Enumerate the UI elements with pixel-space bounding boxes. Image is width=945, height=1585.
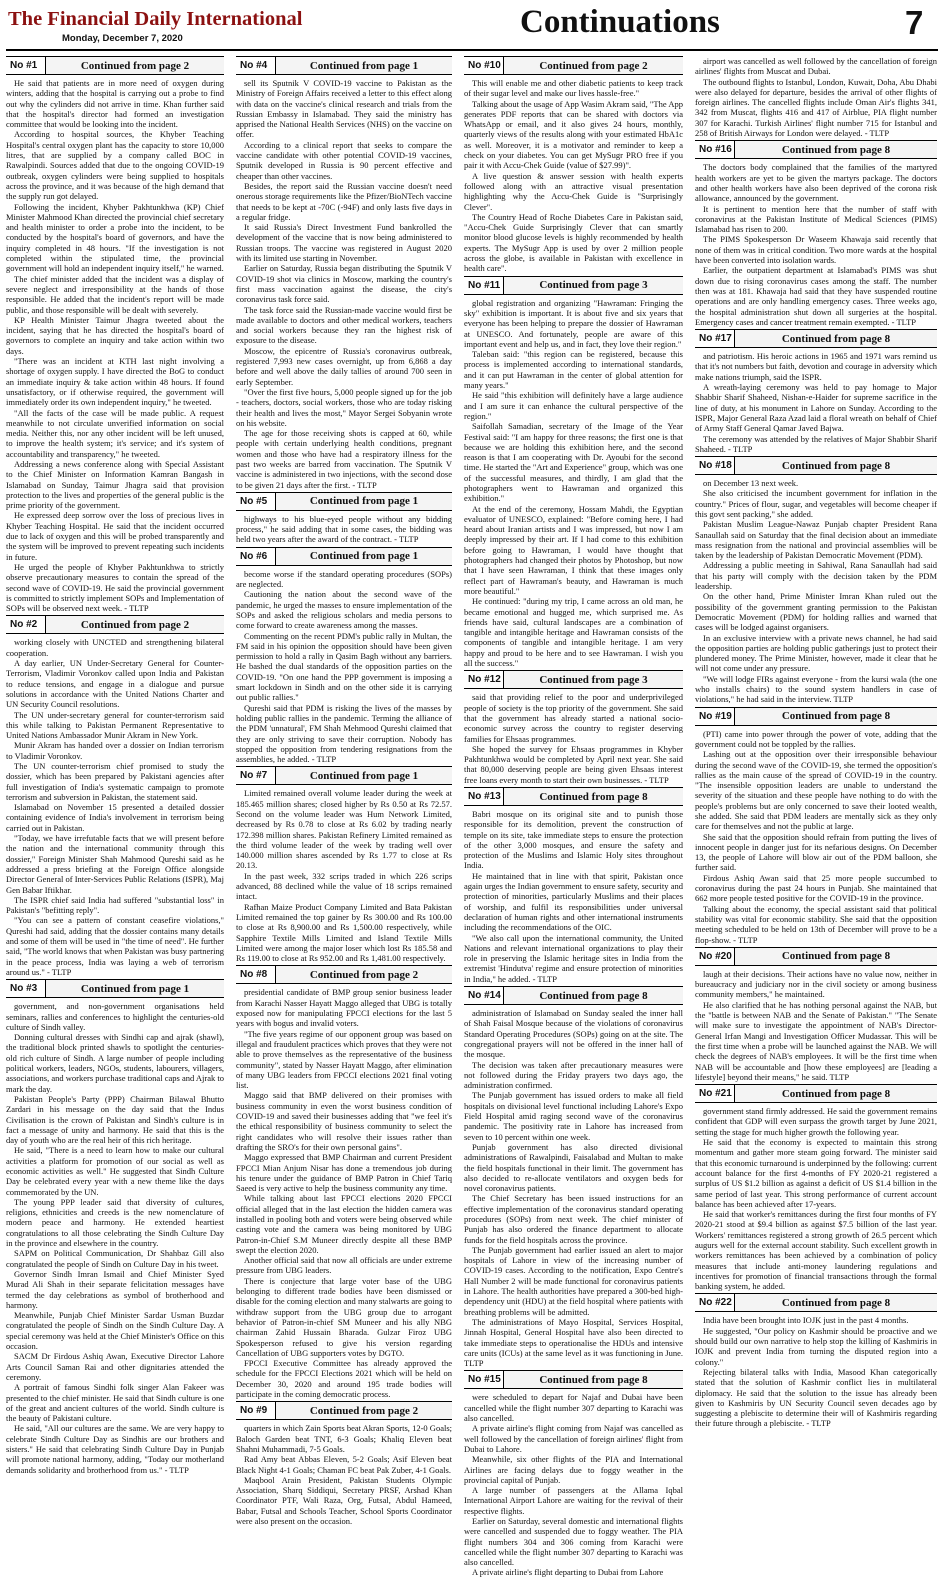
story-header (236, 547, 452, 566)
newspaper-name: The Financial Daily International (8, 8, 303, 30)
story-header (236, 965, 452, 984)
paragraph: The ISPR chief said India had suffered "substantial loss" in Pakistan's "befitting reply". (6, 894, 224, 916)
paragraph: The decision was taken after precautionary measures were not followed during the Friday prayers two days ago, the administration confirmed. (464, 1059, 683, 1091)
continued-from-label: Continued from page 8 (539, 989, 648, 1002)
paragraph: A day earlier, UN Under-Secretary General for Counter-Terrorism, Vladimir Voronkov called upon India and Pakistan to reduce tensions, and engage in a dialogue and pursue solutions in accordance with the United Nations Charter and UN Security Council resolutions. (6, 658, 224, 710)
story-header (695, 140, 937, 159)
paragraph: According to a clinical report that seeks to compare the vaccine candidate with other potential COVID-19 vaccines, Sputnik developed in Russia is 90 percent effective and cheaper than other vaccines. (236, 139, 452, 181)
story (236, 766, 452, 963)
story-header (695, 707, 937, 726)
paragraph: A live question & answer session with health experts followed along with an attractive visual presentation highlighting why the Accu-Chek Guide is "Surprisingly Clever". (464, 170, 683, 212)
story-body (464, 1392, 683, 1577)
paragraph: According to hospital sources, the Khyber Teaching Hospital's central oxygen plant has the capacity to store 10,000 litres, that are supplied by a company called BOC in Rawalpindi. Sources added that due to the ongoing COVID-19 outbreak, oxygen cylinders were being supplied to hospitals across the province, and it was because of the high demand that the supply run got delayed. (6, 129, 224, 202)
story (464, 986, 683, 1368)
story-header (695, 329, 937, 348)
story-header (695, 456, 937, 475)
paragraph: He said "this exhibition will definitely have a large audience and I am sure it can enhance the cultural perspective of the region." (464, 390, 683, 421)
paragraph: He urged the people of Khyber Pakhtunkhwa to strictly observe precautionary measures to contain the spread of the second wave of COVID-19. He said the provincial government is committed to strictly implement SOPs and Implementation of SOPs will be observed next week. - TLTP (6, 561, 224, 614)
paragraph: He said that worker's remittances during the first four months of FY 2020-21 stood at $9.4 billion as against $7.5 billion of the last year. Workers' remittances registered a strong growth of 26.5 percent which augurs well for the external account stability. Such excellent growth in workers remittances has been achieved by a combination of policy measures that include anti-money laundering regulations and incentives for promotion of financial transactions through the formal banking system, he added. (695, 1209, 937, 1292)
paragraph: The chief minister added that the incident was a display of severe neglect and irresponsibility at the hands of those responsible. He added that the incident's report will be made public, and those responsible will be dealt with severely. (6, 273, 224, 315)
paragraph: The Punjab government has issued orders to make all field hospitals on divisional level functional including Lahore's Expo Field Hospital amid raging second wave of the coronavirus pandemic. The positivity rate in Lahore has increased from seven to 10 percent within one week. (464, 1090, 683, 1142)
paragraph: "There was an incident at KTH last night involving a shortage of oxygen supply. I have directed the BoG to conduct an immediate inquiry & take action within 48 hours. If found unsatisfactory, or if otherwise required, the government will immediately order its own independent inquiry," he tweeted. (6, 356, 224, 408)
story-number: No #12 (464, 671, 504, 688)
paragraph: Addressing a public meeting in Sahiwal, Rana Sanaullah had said that his party will comply with the decision taken by the PDM leadership. (695, 560, 937, 592)
story-number: No #14 (464, 987, 504, 1004)
paragraph: said that providing relief to the poor and underprivileged people of society is the top priority of the government. She said that the government has already started a national socio-economic survey across the country to register deserving families for Ehsaas programmes. (464, 692, 683, 744)
paragraph: The doctors body complained that the families of the martyred health workers are yet to be given the martyrs package. The doctors and other health workers have also been deprived of the corona risk allowance, announced by the government. (695, 162, 937, 204)
story-body (695, 1106, 937, 1291)
story-body (695, 969, 937, 1082)
story-body (464, 298, 683, 669)
paragraph: Firdous Ashiq Awan said that 25 more people succumbed to coronavirus during the past 24 hours in Punjab. She maintained that 662 more people tested positive for the COVID-19 in the province. (695, 872, 937, 904)
story (464, 787, 683, 984)
story (6, 979, 224, 1475)
paragraph: In an exclusive interview with a private news channel, he had said the opposition parties are holding public gatherings just to protect their plundered money. The Prime Minister, however, made it clear that he will not come under any pressure. (695, 632, 937, 674)
story-number: No #15 (464, 1371, 504, 1388)
story-number: No #8 (236, 966, 276, 983)
story-body (464, 692, 683, 785)
paragraph: Rejecting bilateral talks with India, Masood Khan categorically stated that the solution of Kashmir conflict lies in multilateral diplomacy. He said that the solution to the issue has already been given to Kashmiris by UN Security Council seven decades ago by suggesting a plebiscite to determine their will of Kashmiris regarding their future through a plebiscite. - TLTP (695, 1366, 937, 1429)
continued-from-label: Continued from page 2 (80, 59, 190, 72)
paragraph: The task force said the Russian-made vaccine would first be made available to doctors and other medical workers, teachers and social workers because they ran the highest risk of exposure to the disease. (236, 304, 452, 346)
paragraph: Earlier on Saturday, Russia began distributing the Sputnik V COVID-19 shot via clinics in Moscow, marking the country's first mass vaccination against the disease, the city's coronavirus task force said. (236, 263, 452, 305)
paragraph: At the end of the ceremony, Hossam Mahdi, the Egyptian evaluator of UNESCO, explained: "Before coming here, I had heard about Iranian artists and I was impressed, but now I am deeply impressed by their art. If I had come to this exhibition before going to Hawraman, I would have thought that photographers had changed their photos by Photoshop, but now that I have seen Hawraman, I think that these images only reflect part of Hawraman's beauty, and Hawraman is much more beautiful." (464, 503, 683, 596)
paragraph: Addressing a news conference along with Special Assistant to the Chief Minister on Information Kamran Bangash in Islamabad on Sunday, Taimur Jhagra said that provision protection to the lives and properties of the general public is the prime priority of the government. (6, 458, 224, 511)
section-title: Continuations (520, 4, 720, 40)
story-body (695, 478, 937, 705)
paragraph: Babri mosque on its original site and to punish those responsible for its demolition, prevent the construction of temple on its site, take immediate steps to ensure the protection of the other 3,000 mosques, and ensure the safety and protection of the Muslims and Islamic Holy sites throughout India. (464, 809, 683, 871)
continued-from-label: Continued from page 8 (781, 1087, 891, 1100)
story-header (6, 979, 224, 998)
paragraph: India have been brought into IOJK just in the past 4 months. (703, 1315, 909, 1326)
paragraph: Punjab government has also directed divisional administrations of Rawalpindi, Faisalabad and Multan to make the field hospitals functional in their limit. The government has also decided to re-allocate ventilators and oxygen beds for novel coronavirus patients. (464, 1141, 683, 1194)
paragraph: Following the incident, Khyber Pakhtunkhwa (KP) Chief Minister Mahmood Khan directed the provincial chief secretary and health minister to order a probe into the incident, to be conducted by the hospital's board of governors, and have the inquiry completed in 48 hours. "If the investigation is not completed within the stipulated time, the provincial government will hold an independent inquiry itself," he warned. (6, 201, 224, 274)
paragraph: The Chief Secretary has been issued instructions for an effective implementation of the coronavirus standard operating procedures (SOPs) from next week. The chief minister of Punjab has also ordered the finance department to allocate funds for the field hospitals across the province. (464, 1193, 683, 1245)
paragraph: Meanwhile, Punjab Chief Minister Sardar Usman Buzdar congratulated the people of Sindh on the Sindh Culture Day. A special ceremony was held at the Chief Minister's Office on this occasion. (6, 1310, 224, 1352)
story-header (464, 986, 683, 1005)
story-body (236, 78, 452, 490)
paragraph: He expressed deep sorrow over the loss of precious lives in Khyber Teaching Hospital. He said that the incident occurred due to lack of oxygen and this will be probed transparently and the system will be improved to prevent repeating such incidents in future. (6, 510, 224, 562)
column-3 (464, 56, 683, 1578)
story-number: No #22 (695, 1294, 735, 1311)
story (464, 670, 683, 785)
paragraph: "All the facts of the case will be made public. A request meanwhile to not circulate unverified information on social media. Neither this, nor any other incident will be left unused, to improve the health system; it's service; and it's system of accountability and transparency," he tweeted. (6, 407, 224, 459)
paragraph: Qureshi said that PDM is risking the lives of the masses by holding public rallies in the pandemic. Terming the alliance of the PDM 'unnatural', FM Shah Mehmood Qureshi claimed that they are only striving to save their corruption. Nobody has stopped the opposition from tendering resignations from the assemblies, he added. - TLTP (236, 702, 452, 765)
continued-from-label: Continued from page 3 (539, 279, 648, 292)
continued-from-label: Continued from page 8 (781, 710, 891, 723)
story (695, 140, 937, 327)
story-number: No #7 (236, 767, 276, 784)
story (464, 276, 683, 669)
continued-from-label: Continued from page 3 (539, 673, 648, 686)
paragraph: working closely with UNCTED and strengthening bilateral cooperation. (6, 637, 224, 658)
paragraph: "Today, we have irrefutable facts that we will present before the nation and the international community through this dossier," Foreign Minister Shah Mahmood Qureshi said as he addressed a press briefing at the Foreign Office alongside Director General of Inter-Services Public Relations (ISPR), Maj Gen Babar Iftikhar. (6, 833, 224, 895)
paragraph: The Punjab government had earlier issued an alert to major hospitals of Lahore in view of the increasing number of COVID-19 cases. According to the notification, Expo Centre's Hall Number 2 will be made functional for coronavirus patients in Lahore. The health authorities have prepared a 300-bed high-dependency unit (HDU) at the field hospital where patients with breathing problems will be admitted. (464, 1244, 683, 1317)
paragraph: Munir Akram has handed over a dossier on Indian terrorism to Vladimir Voronkov. (6, 740, 224, 761)
continued-from-label: Continued from page 8 (781, 950, 891, 963)
story-number: No #9 (236, 1402, 276, 1419)
continued-from-label: Continued from page 1 (309, 769, 419, 782)
story-header (695, 1293, 937, 1312)
paragraph: government stand firmly addressed. He said the government remains confident that GDP will even surpass the growth target by June 2021, setting the stage for much higher growth the following year. (695, 1106, 937, 1137)
paragraph: In the past week, 332 scrips traded in which 226 scrips advanced, 88 declined while the value of 18 scrips remained intact. (236, 870, 452, 902)
paragraph: airport was cancelled as well followed by the cancellation of foreign airlines' flights from Muscat and Dubai. (695, 56, 937, 77)
paragraph: The age for those receiving shots is capped at 60, while people with certain underlying health conditions, pregnant women and those who have had a respiratory illness for the past two weeks are barred from vaccination. The Sputnik V vaccine is administered in two injections, with the second dose to be given 21 days after the first. - TLTP (236, 428, 452, 490)
paragraph: Talking about the economy, the special assistant said that political stability was vital for economic stability. She said that the opposition meeting scheduled to be held on 13th of December will prove to be a flop-show. - TLTP (695, 903, 937, 945)
paragraph: The administrations of Mayo Hospital, Services Hospital, Jinnah Hospital, General Hospital have also been directed to take immediate steps to operationalise the HDUs and intensive care units (ICUs) at the same level as it was functioning in June. TLTP (464, 1316, 683, 1369)
paragraph: Meanwhile, six other flights of the PIA and International Airlines are facing delays due to foggy weather in the provincial capital of Punjab. (464, 1454, 683, 1485)
story-number: No #1 (6, 57, 46, 74)
continued-from-label: Continued from page 1 (309, 495, 419, 508)
paragraph: He suggested, "Our policy on Kashmir should be proactive and we should build our own narrative to help stop the killing of Kashmiris in IOJK and prevent India from turning the disputed region into a colony." (695, 1325, 937, 1367)
paragraph: Lashing out at the opposition over their irresponsible behaviour during the second wave of the COVID-19, she termed the opposition's rallies as the main cause of the spread of COVID-19 in the country. "The insensible opposition leaders are unable to understand the severity of the situation and these people have nothing to do with the people's problems but are only concerned to save their looted wealth, she added. She said that PDM leaders are mentally sick as they only care for themselves and not the public at large. (695, 749, 937, 832)
story-number: No #20 (695, 948, 735, 965)
story (236, 1401, 452, 1526)
paragraph: It is pertinent to mention here that the number of staff with coronavirus at the Pakistan Institute of Medical Sciences (PIMS) Islamabad has risen to 200. (695, 203, 937, 235)
paragraph: Rad Amy beat Abbas Eleven, 5-2 Goals; Asif Eleven beat Black Night 4-1 Goals; Chaman FC beat Pak Zuber, 4-1 Goals. (236, 1454, 452, 1475)
story-body (464, 809, 683, 984)
paragraph: administration of Islamabad on Sunday sealed the inner hall of Shah Faisal Mosque because of the violations of coronavirus Standard Operating Procedures (SOPs) going on at the site. The congregational prayers will not be offered in the inner hall of the mosque. (464, 1008, 683, 1060)
paragraph: Maggo said that BMP delivered on their promises with business community in even the worst business condition of COVID-19 and saved their businesses adding that "we feel it's the ethical responsibility of business community to select the right candidates who will resolve their issues rather than drafting the SRO's for their own personal gains". (236, 1090, 452, 1152)
story-number: No #17 (695, 330, 735, 347)
continued-from-label: Continued from page 8 (781, 459, 891, 472)
story (695, 947, 937, 1082)
paragraph: sell its Sputnik V COVID-19 vaccine to Pakistan as the Ministry of Foreign Affairs received a letter to this effect along with data on the vaccine's clinical research and trials from the Russian Embassy in Islamabad. They said the ministry has apprised the National Health Services (NHS) on the vaccine on offer. (236, 78, 452, 140)
paragraph: government, and non-government organisations held seminars, rallies and conferences to highlight the centuries-old culture of Sindh valley. (6, 1001, 224, 1032)
paragraph: He said that patients are in more need of oxygen during winters, adding that the hospital is carrying out a probe to find out why the cylinders did not arrive in time. Khan further said that the hospital's director had formed an investigation committee that would be looking into the incident. (6, 78, 224, 130)
story-number: No #11 (464, 277, 504, 294)
paragraph: It said Russia's Direct Investment Fund bankrolled the development of the vaccine that is now being administered to Russian troops. The vaccine was registered in August 2020 with its limited use starting in November. (236, 222, 452, 264)
story-header (464, 276, 683, 295)
paragraph: The UN counter-terrorism chief promised to study the dossier, which has been prepared by Pakistani agencies after full investigation of India's systematic campaign to promote terrorism and subversion in Pakistan, the statement said. (6, 761, 224, 802)
story (236, 56, 452, 490)
story-number: No #13 (464, 788, 504, 805)
paragraph: presidential candidate of BMP group senior business leader from Karachi Nasser Hayatt Maggo alleged that UBG is totally exposed now for manipulating FPCCI elections for the last 5 years with bogus and invalid voters. (236, 987, 452, 1029)
continued-from-label: Continued from page 2 (539, 59, 648, 72)
story-number: No #2 (6, 616, 46, 633)
story-header (464, 1370, 683, 1389)
column-2 (236, 56, 452, 1578)
paragraph: The PIMS Spokesperson Dr Waseem Khawaja said recently that none of them was in critical condition. Two more wards at the hospital have been converted into isolation wards. (695, 234, 937, 266)
story-number: No #4 (236, 57, 276, 74)
story-number: No #21 (695, 1085, 735, 1102)
paragraph: He said, "There is a need to learn how to make our cultural activities a platform for promotion of our social as well as economic activities as well." He suggested that Sindh Culture Day be celebrated every year with a new theme like the days commemorated by the UN. (6, 1145, 224, 1197)
story-body (6, 1001, 224, 1475)
story-body (695, 729, 937, 945)
story-number: No #6 (236, 548, 276, 565)
paragraph: A wreath-laying ceremony was held to pay homage to Major Shabbir Sharif Shaheed, Nishan-e-Haider for supreme sacrifice in the line of duty, at his monument in Lahore on Sunday. According to the ISPR, Major General Raza Azad laid a floral wreath on behalf of Chief of Army Staff General Qamar Javed Bajwa. (695, 382, 937, 434)
paragraph: The Country Head of Roche Diabetes Care in Pakistan said, "Accu-Chek Guide Surprisingly Clever that can smartly monitor blood glucose levels is highly recommended by health experts. The MySugr App is used by over 2 million people across the globe, is available in Pakistan with excellence in health care". (464, 211, 683, 274)
paragraph: A private airline's flight coming from Najaf was cancelled as well followed by the cancellation of foreign airlines' flight from Dubai to Lahore. (464, 1423, 683, 1454)
paragraph: A large number of passengers at the Allama Iqbal International Airport Lahore are waiting for the revival of their respective flights. (464, 1485, 683, 1516)
story-number: No #19 (695, 708, 735, 725)
paragraph: global registration and organizing "Hawraman: Fringing the sky" exhibition is important. It is about five and six years that everyone has been helping to prepare the dossier of Hawraman at UNESCO. And fortunately, people are aware of this important event and help us, and in fact, they love their region." (464, 297, 683, 349)
issue-date: Monday, December 7, 2020 (62, 33, 183, 44)
paragraph: and patriotism. His heroic actions in 1965 and 1971 wars remind us that it's not numbers but faith, devotion and courage in adversity which make nations triumph, said the ISPR. (695, 351, 937, 382)
continued-from-label: Continued from page 1 (309, 550, 419, 563)
column-1 (6, 56, 224, 1578)
story-header (695, 1084, 937, 1103)
story (695, 1293, 937, 1428)
continued-from-label: Continued from page 8 (539, 790, 648, 803)
story (236, 492, 452, 545)
paragraph: The young PPP leader said that diversity of cultures, religions, ethnicities and creeds is the new nomenclature of modern peace and harmony. He extended heartiest congratulations to all those celebrating the Sindh Culture Day in the province and elsewhere in the country. (6, 1196, 224, 1249)
paragraph: SAPM on Political Communication, Dr Shahbaz Gill also congratulated the people of Sindh on Culture Day in his tweet. (6, 1248, 224, 1269)
story-number: No #10 (464, 57, 504, 74)
paragraph: Besides, the report said the Russian vaccine doesn't need onerous storage requirements like the Pfizer/BioNTech vaccine that needs to be kept at -70C (-94F) and only lasts five days in a regular fridge. (236, 180, 452, 222)
story-body (464, 1008, 683, 1368)
paragraph: The ceremony was attended by the relatives of Major Shabbir Sharif Shaheed. - TLTP (695, 433, 937, 454)
paragraph: "You can see a pattern of constant ceasefire violations," Qureshi had said, adding that the dossier contains many details and some of them will be used in "the time of need". He further said, "The world knows that when Pakistan was busy partnering in the peace process, India was laying a web of terrorism around us." - TLTP (6, 915, 224, 977)
paragraph: There is conjecture that large voter base of the UBG belonging to different trade bodies have been dismissed or disable for the coming election and many stalwarts are going to withdraw support from the UBG group due to arrogant behavior of Patron-in-chief SM Muneer and his ally NBG chairman Zahid Hussain Bharada. Gulzar Firoz UBG Spokesperson refused to give his version regarding Cancellation of UBG supporters votes by DGTO. (236, 1275, 452, 1358)
story-header (464, 787, 683, 806)
continued-from-label: Continued from page 8 (781, 1296, 891, 1309)
paragraph: He said, "All our cultures are the same. We are very happy to celebrate Sindh Culture Day as Sindhis are our brothers and sisters." He said that celebrating Sindh Culture Day in Punjab will promote national harmony, adding, "Today our motherland demands solidarity and brotherhood from us." - TLTP (6, 1423, 224, 1475)
continued-from-label: Continued from page 2 (80, 618, 190, 631)
paragraph: Maggo expressed that BMP Chairman and current President FPCCI Mian Anjum Nisar has done a tremendous job during his tenure under the guidance of BMP Patron in Chief Tariq Saeed is very active to help the business community any time. (236, 1152, 452, 1194)
story-body (236, 788, 452, 963)
story (6, 615, 224, 977)
paragraph: laugh at their decisions. Their actions have no value now, neither in bureaucracy and judiciary nor in the civil society or among business community members," he maintained. (695, 968, 937, 1000)
paragraph: (PTI) came into power through the power of vote, adding that the government could not be toppled by the rallies. (695, 728, 937, 749)
story-body (6, 78, 224, 613)
story-body (695, 162, 937, 327)
story (236, 547, 452, 765)
continued-from-label: Continued from page 2 (309, 968, 419, 981)
story-header (6, 615, 224, 634)
story-header (236, 766, 452, 785)
paragraph: Earlier on Saturday, several domestic and international flights were cancelled and suspended due to foggy weather. The PIA flight numbers 304 and 306 coming from Karachi were cancelled while the flight number 307 departing to Karachi was also cancelled. (464, 1516, 683, 1568)
story-body (464, 78, 683, 274)
paragraph: This will enable me and other diabetic patients to keep track of their sugar level and make our lives hassle-free." (464, 78, 683, 99)
paragraph: quarters in which Zain Sports beat Akran Sports, 12-0 Goals; Baloch Garden beat TNT, 6-3 Goals; Khaliq Eleven beat Shahni Muhammadi, 7-5 Goals. (236, 1423, 452, 1454)
paragraph: were scheduled to depart for Najaf and Dubai have been cancelled while the flight number 307 departing to Karachi was also cancelled. (464, 1392, 683, 1424)
paragraph: Commenting on the recent PDM's public rally in Multan, the FM said in his opinion the opposition should have been given permission to hold a rally in Qasim Bagh without any barriers. He bashed the dual standards of the opposition parties on the COVID-19. "On one hand the PPP government is imposing a smart lockdown in Sindh and on the other side it is carrying out public rallies." (236, 630, 452, 703)
paragraph: become worse if the standard operating procedures (SOPs) are neglected. (236, 568, 452, 590)
story-body (236, 514, 452, 545)
paragraph: Donning cultural dresses with Sindhi cap and ajrak (shawl), the traditional block printed shawls to spotlight the centuries-old rich culture of Sindh. A large number of people including political workers, leaders, NGOs, students, labourers, villagers, associations, and workers purchase traditional caps and Ajrak to mark the day. (6, 1032, 224, 1094)
masthead-rule (6, 49, 938, 51)
story-body (6, 637, 224, 977)
paragraph: The UN under-secretary general for counter-terrorism said this while talking to Pakistan Permanent Representative to United Nations Ambassador Munir Akram in New York. (6, 709, 224, 741)
story-header (236, 56, 452, 75)
paragraph: Cautioning the nation about the second wave of the pandemic, he urged the masses to ensure implementation of the SOPs and asked the religious scholars and media persons to come forward to create awareness among the masses. (236, 589, 452, 631)
paragraph: Another official said that now all officials are under extreme pressure from UBG leaders. (236, 1255, 452, 1276)
continued-from-label: Continued from page 8 (539, 1373, 648, 1386)
page-number: 7 (905, 4, 924, 41)
story-body (236, 569, 452, 765)
paragraph: Rafhan Maize Product Company Limited and Bata Pakistan Limited remained the top gainer by Rs 300.00 and Rs 100.00 to close at Rs 8,900.00 and Rs 1,500.00 respectively, while Sapphire Textile Mills Limited and Island Textile Mills Limited were among the major loser which lost Rs 185.58 and Rs 119.00 to close at Rs 952.00 and Rs 1,481.00 respectively. (236, 901, 452, 964)
paragraph: Taleban said: "this region can be registered, because this process is implemented according to international standards, and it can put Hawraman in the center of global attention for many years." (464, 349, 683, 391)
story-body (695, 351, 937, 454)
paragraph: Islamabad on November 15 presented a detailed dossier containing evidence of India's involvement in terrorism being carried out in Pakistan. (6, 802, 224, 833)
paragraph: Maqbool Arain President, Pakistan Students Olympic Association, Sharq Siddiqui, Secretary PRSF, Arshad Khan Coordinator PTF, Wali Raza, Org, Futsal, Abdul Hameed, Babar, Futsal and Schools Teacher, School Sports Coordinator were also present on the occasion. (236, 1474, 452, 1526)
story-number: No #18 (695, 457, 735, 474)
paragraph: She also criticised the incumbent government for inflation in the country." Prices of flour, sugar, and vegetables will become cheaper if this govt sent packing," she added. (695, 488, 937, 519)
story-header (6, 56, 224, 75)
paragraph: He maintained that in line with that spirit, Pakistan once again urges the Indian government to ensure safety, security and protection of minorities, particularly Muslims and their places of worship, and fulfil its responsibilities under universal declaration of human rights and other international instruments including the recommendations of the OIC. (464, 870, 683, 933)
paragraph: "Over the first five hours, 5,000 people signed up for the job - teachers, doctors, social workers, those who are today risking their health and lives the most," Mayor Sergei Sobyanin wrote on his website. (236, 386, 452, 428)
story-number: No #16 (695, 141, 735, 158)
paragraph: Talking about the usage of App Wasim Akram said, "The App generates PDF reports that can be shared with doctors via WhatsApp or email, and it also gives 24 hours, monthly, quarterly views of the results along with your estimated HbA1c as well. Moreover, it is a motivator and reminder to keep a check on your diabetes. You can get MySugr PRO free if you pair it with Accu-Chek Guide (value of $27.99)". (464, 98, 683, 171)
story-body (695, 56, 937, 138)
story-body (236, 1423, 452, 1526)
column-4 (695, 56, 937, 1578)
paragraph: Pakistan Muslim League-Nawaz Punjab chapter President Rana Sanaullah said on Saturday that the final decision about an immediate mass resignation from the national and provincial assemblies will be taken by the leadership of Pakistan Democratic Movement (PDM). (695, 519, 937, 561)
paragraph: She hoped the survey for Ehsaas programmes in Khyber Pakhtunkhwa would be completed by April next year. She said that 80,000 deserving people are being given Ehsaas interest free loans every month to start their own businesses. - TLTP (464, 743, 683, 785)
story (695, 1084, 937, 1291)
paragraph: A portrait of famous Sindhi folk singer Alan Fakeer was presented to the chief minister. He said that Sindh culture is one of the great and ancient cultures of the world. Sindh culture is the beauty of Pakistani culture. (6, 1382, 224, 1424)
paragraph: She said that the opposition should refrain from putting the lives of innocent people in danger just for its nefarious designs. On December 13, the people of Lahore will blow air out of the PDM balloon, she further said. (695, 831, 937, 873)
paragraph: KP Health Minister Taimur Jhagra tweeted about the incident, saying that he has directed the hospital's board of governors to complete an inquiry and take action within two days. (6, 314, 224, 356)
paragraph: Governor Sindh Imran Ismail and Chief Minister Syed Murad Ali Shah in their separate felicitation messages have termed the day celebrations as symbol of brotherhood and harmony. (6, 1268, 224, 1310)
paragraph: highways to his blue-eyed people without any bidding process," he said adding that in some cases, the bidding was held two years after the award of the contract. - TLTP (236, 513, 452, 545)
story (695, 456, 937, 705)
continued-from-label: Continued from page 8 (781, 143, 891, 156)
story-number: No #5 (236, 493, 276, 510)
paragraph: On the other hand, Prime Minister Imran Khan ruled out the possibility of the government granting permission to the Pakistan Democratic Movement (PDM) for holding rallies and warned that cases will be lodged against organisers. (695, 591, 937, 633)
story (695, 56, 937, 138)
paragraph: He continued: "during my trip, I came across an old man, he became emotional and hugged me, which surprised me. As friends have said, cultural landscapes are a combination of tangible and intangible heritage and Hawraman consists of the components of tangible and intangible heritage. I am very happy and proud to be here and to see Hawraman. I wish you all the success." (464, 596, 683, 669)
story-body (236, 987, 452, 1399)
story (464, 56, 683, 274)
story (695, 707, 937, 945)
paragraph: Limited remained overall volume leader during the week at 185.465 million shares; closed higher by Rs 0.50 at Rs 72.57. Second on the volume leader was Hum Network Limited, decreased by Rs 0.78 to close at Rs 6.02 by trading nearly 172.398 million shares. Pakistan Refinery Limited remained as the third volume leader of the week by trading well over 140.000 million shares ascended by Rs 1.77 to close at Rs 20.13. (236, 788, 452, 871)
story-header (464, 56, 683, 75)
paragraph: SACM Dr Firdous Ashiq Awan, Executive Director Lahore Arts Council Saman Rai and other dignitaries attended the ceremony. (6, 1351, 224, 1382)
story (236, 965, 452, 1399)
story-header (236, 1401, 452, 1420)
paragraph: FPCCI Executive Committee has already approved the schedule for the FPCCI Elections 2021 which will be held on December 30, 2020 and around 195 trade bodies will participate in the coming democratic process. (236, 1358, 452, 1400)
continued-from-label: Continued from page 1 (80, 982, 190, 995)
continued-from-label: Continued from page 2 (309, 1404, 419, 1417)
paragraph: "The five years regime of our opponent group was based on illegal and fraudulent practices which proves that they were not able to prove themselves as the representative of the business community", stated by Nasser Hayatt Maggo, after elimination of many UBG leaders from FPCCI elections 2021 final voting list. (236, 1028, 452, 1091)
continued-from-label: Continued from page 1 (309, 59, 419, 72)
story (695, 329, 937, 454)
paragraph: A private airline's flight departing to Dubai from Lahore (472, 1567, 664, 1578)
story-number: No #3 (6, 980, 46, 997)
story (6, 56, 224, 613)
continued-from-label: Continued from page 8 (781, 332, 891, 345)
paragraph: on December 13 next week. (703, 478, 799, 489)
paragraph: He also clarified that he has nothing personal against the NAB, but the "battle is between NAB and the Senate of Pakistan." "The Senate will make sure to investigate the appointment of NAB's Director-General Irfan Mangi and Investigation Officer Mudassar. This will be the first time when a probe will be launched against the NAB. We will check the degrees of NAB's employees. It will be the first time when NAB will be accountable and [how these employees] are [leading a lifestyle] beyond their means," he said. TLTP (695, 999, 937, 1082)
story-body (695, 1315, 937, 1428)
paragraph: Earlier, the outpatient department at Islamabad's PIMS was shut down due to rising coronavirus cases among the staff. The number then was at 181. Khawaja had said that they have suspended routine operations and are only handling emergency cases. Three weeks ago, the hospital administration shut down all surgeries at the hospital. Emergency cases and cancer treatment remain exempted. - TLTP (695, 265, 937, 327)
paragraph: While talking about last FPCCI elections 2020 FPCCI official alleged that in the last election the hidden camera was installed in pooling both and voters were being observed while casting vote and the camera was being monitored by UBG Patron-in-Chief S.M Muneer directly despite all these BMP swept the election 2020. (236, 1193, 452, 1255)
paragraph: "We will lodge FIRs against everyone - from the kursi wala (the one who installs chairs) to the sound system handlers in case of violations," he had said in the interview. TLTP (695, 673, 937, 705)
paragraph: Pakistan People's Party (PPP) Chairman Bilawal Bhutto Zardari in his message on the day said that the Indus Civilisation is the crown of Pakistan and Sindh's culture is in fact a message of unity and harmony. He said that this is the day of youth who are the real heir of this rich heritage. (6, 1093, 224, 1146)
paragraph: Saifollah Samadian, secretary of the Image of the Year Festival said: "I am happy for three reasons; the first one is that because we are holding this exhibition here, and the second reason is that I am cooperating with Dr. Ayoubi for the second time. He started the "Art and Experience" group, which was one of the successful measures, and thirdly, I am glad that the photographers went to Hawraman and organized this exhibition." (464, 421, 683, 504)
paragraph: The outbound flights to Istanbul, London, Kuwait, Doha, Abu Dhabi were also delayed for departure, besides the arrival of other flights of foreign airlines. The cancelled flights include Oman Air's flights 341, 342 from Muscat, flights 416 and 417 of Airblue, PIA flight number 307 for Karachi. Turkish Airlines' flight number 715 for Istanbul and 258 of British Airways for London were delayed. - TLTP (695, 76, 937, 139)
story-header (464, 670, 683, 689)
masthead (0, 0, 945, 52)
paragraph: He said that the economy is expected to maintain this strong momentum and gather more steam going forward. The minister said that this economic turnaround is underpinned by the following: current account balance for the first 4-months of FY 2020-21 registered a surplus of US $1.2 billion as against a deficit of US $1.4 billion in the same period of last year. This strong performance of current account balance has been achieved after 17-years. (695, 1137, 937, 1209)
story-header (236, 492, 452, 511)
paragraph: Moscow, the epicentre of Russia's coronavirus outbreak, registered 7,993 new cases overnight, up from 6,868 a day before and well above the daily tallies of around 700 seen in early September. (236, 345, 452, 387)
story (464, 1370, 683, 1577)
paragraph: "We also call upon the international community, the United Nations and relevant international organizations to play their role in preserving the Islamic heritage sites in India from the extremist 'Hindutva' regime and ensure protection of minorities in India," he added. - TLTP (464, 932, 683, 984)
story-header (695, 947, 937, 966)
